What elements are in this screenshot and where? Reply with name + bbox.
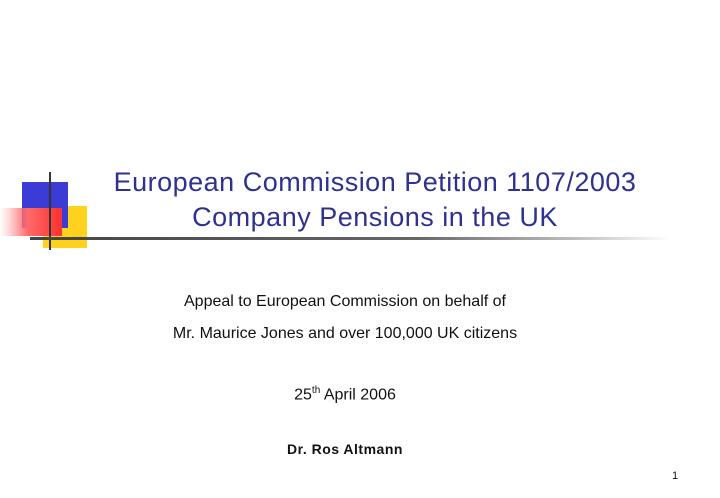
decorative-red-bar <box>0 208 62 236</box>
subtitle-line1: Appeal to European Commission on behalf of <box>184 293 506 310</box>
date-suffix: th <box>311 385 321 396</box>
title-underline <box>30 237 670 240</box>
date-month-year: April 2006 <box>320 386 396 404</box>
presentation-date <box>0 385 690 404</box>
date-day: 25 <box>294 386 312 404</box>
subtitle-line2: Mr. Maurice Jones and over 100,000 UK citizens <box>172 325 518 342</box>
page-number: 1 <box>672 470 679 482</box>
slide-title-line2: Company Pensions in the UK <box>192 202 558 232</box>
author-name: Dr. Ros Altmann <box>287 441 403 457</box>
slide-title-line1: European Commission Petition 1107/2003 <box>113 167 637 197</box>
